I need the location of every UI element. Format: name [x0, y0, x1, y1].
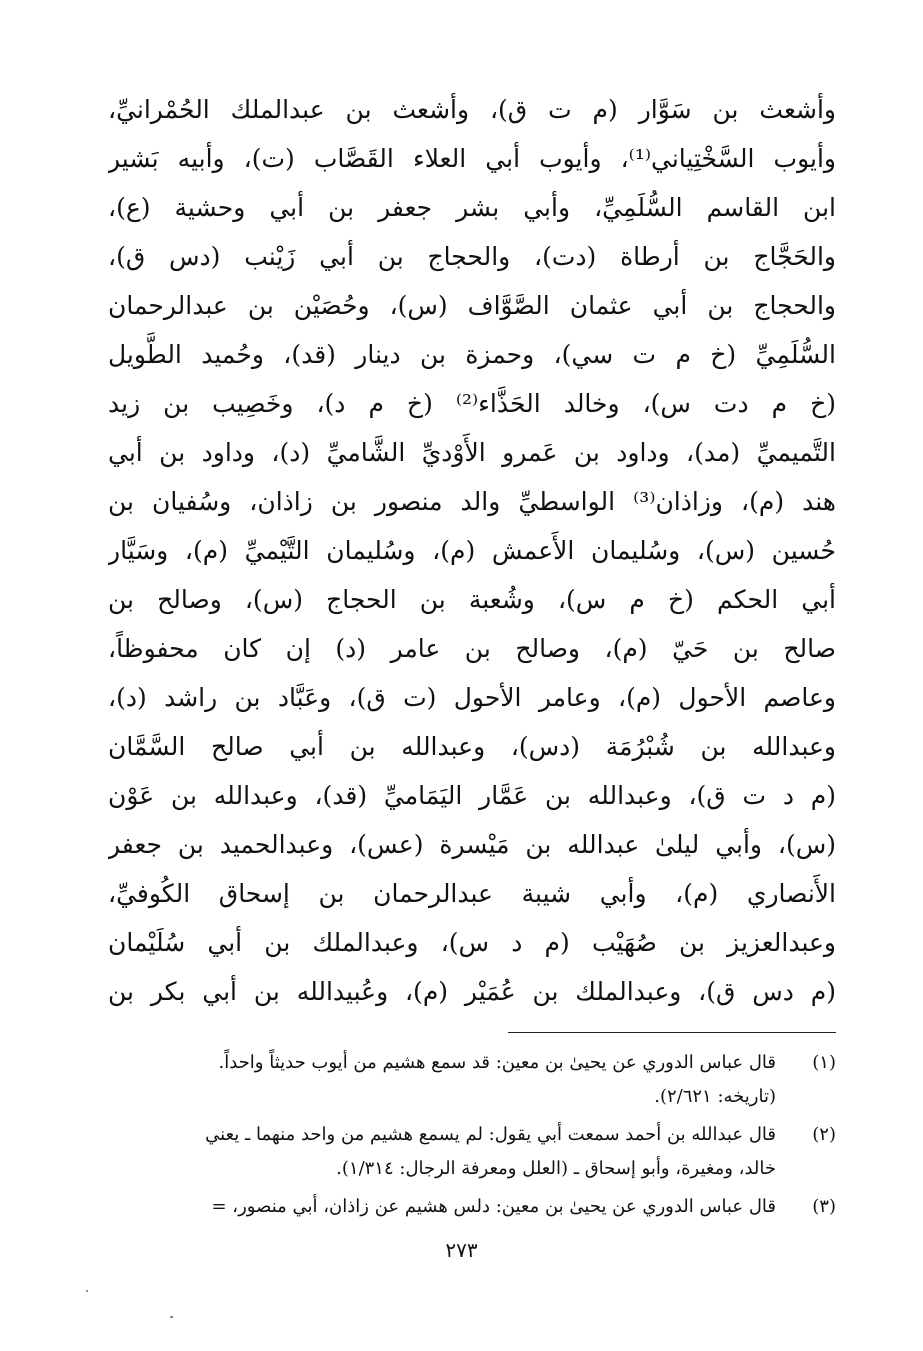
text-line: السُّلَمِيِّ (خ م ت سي)، وحمزة بن دينار (قد)، وحُميد الطَّويل: [108, 340, 836, 369]
scan-speck: [86, 1290, 88, 1292]
scan-speck: [170, 1316, 173, 1318]
text-line: التَّميميِّ (مد)، وداود بن عَمرو الأَوْديِّ الشَّاميِّ (د)، وداود بن أبي: [108, 438, 836, 467]
text-line: وعبدالله بن شُبْرُمَة (دس)، وعبدالله بن أبي صالح السَّمَّان: [108, 732, 836, 761]
text-line: (س)، وأبي ليلىٰ عبدالله بن مَيْسرة (عس)، وعبدالحميد بن جعفر: [108, 830, 836, 859]
footnote-line: قال عباس الدوري عن يحيىٰ بن معين: دلس هشيم عن زاذان، أبي منصور، =: [211, 1196, 776, 1217]
text-line: وعبدالعزيز بن صُهَيْب (م د س)، وعبدالملك بن أبي سُلَيْمان: [108, 928, 836, 957]
text-line: وعاصم الأحول (م)، وعامر الأحول (ت ق)، وعَبَّاد بن راشد (د)،: [108, 683, 836, 712]
footnote-separator: [508, 1032, 836, 1033]
footnote-1: [105, 1046, 836, 1114]
text-line: حُسين (س)، وسُليمان الأَعمش (م)، وسُليمان التَّيْميِّ (م)، وسَيَّار: [108, 536, 836, 565]
main-text: [108, 85, 836, 1016]
text-line: ابن القاسم السُّلَمِيِّ، وأبي بشر جعفر بن أبي وحشية (ع)،: [108, 193, 836, 222]
footnote-line: قال عبدالله بن أحمد سمعت أبي يقول: لم يسمع هشيم من واحد منهما ـ يعني: [205, 1124, 776, 1145]
text-line: صالح بن حَيّ (م)، وصالح بن عامر (د) إن كان محفوظاً،: [108, 634, 836, 663]
footnote-3: [105, 1190, 836, 1224]
footnote-line: قال عباس الدوري عن يحيىٰ بن معين: قد سمع هشيم من أيوب حديثاً واحداً.: [218, 1052, 776, 1073]
footnote-2: [105, 1118, 836, 1186]
footnote-number: (٢): [812, 1124, 836, 1145]
text-line: (خ م دت س)، وخالد الحَذَّاء⁽²⁾ (خ م د)، وخَصِيب بن زيد: [108, 389, 836, 418]
text-line: (م د ت ق)، وعبدالله بن عَمَّار اليَمَاميِّ (قد)، وعبدالله بن عَوْن: [108, 781, 836, 810]
text-line: هند (م)، وزاذان⁽³⁾ الواسطيِّ والد منصور بن زاذان، وسُفيان بن: [108, 487, 836, 516]
text-line: والحجاج بن أبي عثمان الصَّوَّاف (س)، وحُصَيْن بن عبدالرحمان: [108, 291, 836, 320]
footnote-line: خالد، ومغيرة، وأبو إسحاق ـ (العلل ومعرفة الرجال: ١/٣١٤).: [336, 1158, 776, 1179]
footnote-number: (١): [812, 1052, 836, 1073]
text-line: وأيوب السَّخْتِياني⁽¹⁾، وأيوب أبي العلاء القَصَّاب (ت)، وأبيه بَشير: [108, 144, 836, 173]
text-line: (م دس ق)، وعبدالملك بن عُمَيْر (م)، وعُبيدالله بن أبي بكر بن: [108, 977, 836, 1006]
text-line: وأشعث بن سَوَّار (م ت ق)، وأشعث بن عبدالملك الحُمْرانيِّ،: [108, 95, 836, 124]
text-line: أبي الحكم (خ م س)، وشُعبة بن الحجاج (س)، وصالح بن: [108, 585, 836, 614]
footnote-number: (٣): [812, 1196, 836, 1217]
text-line: والحَجَّاج بن أرطاة (دت)، والحجاج بن أبي زَيْنب (دس ق)،: [108, 242, 836, 271]
footnote-line: (تاريخه: ٢/٦٢١).: [654, 1086, 776, 1107]
footnotes: [105, 1046, 836, 1228]
page-number: ٢٧٣: [445, 1238, 478, 1262]
text-line: الأَنصاري (م)، وأبي شيبة عبدالرحمان بن إسحاق الكُوفيِّ،: [108, 879, 836, 908]
